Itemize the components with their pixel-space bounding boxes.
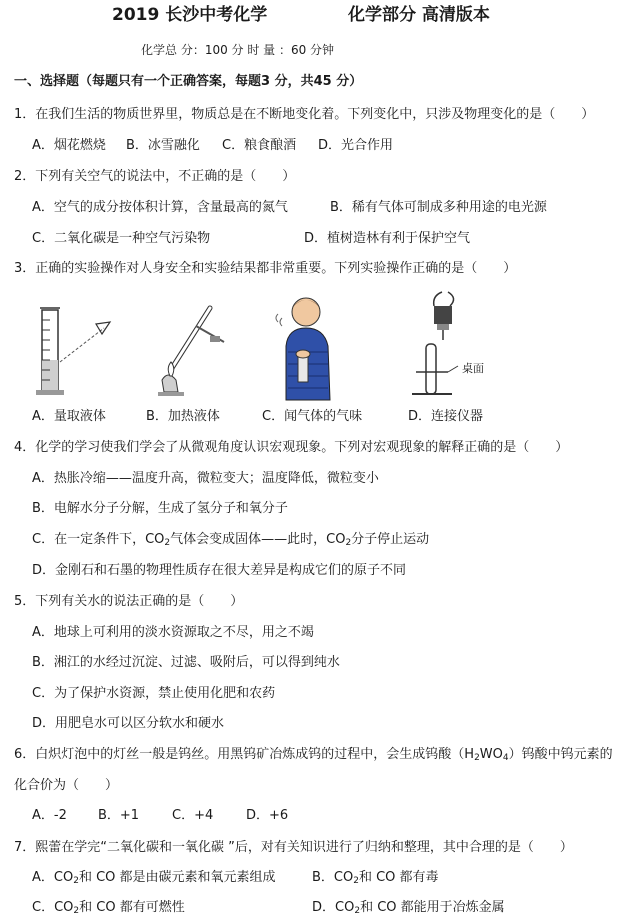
q4-option-c: C．在一定条件下，$CO_2$气体会变成固体——此时，$CO_2$分子停止运动 (32, 532, 430, 548)
q1-option-d: D．光合作用 (318, 138, 394, 153)
q2-option-c: C．二氧化碳是一种空气污染物 (32, 231, 211, 246)
q7-option-c: C．$CO_2$和 CO 都有可燃性 (32, 900, 185, 916)
q6-option-d: D．+6 (246, 808, 289, 823)
q5-stem: 5．下列有关水的说法正确的是（ ） (14, 594, 244, 609)
title-left: 2019 长沙中考化学 (112, 5, 268, 25)
q6-stem-line2: 化合价为（ ） (14, 778, 119, 793)
person-smelling-gas-figure (272, 292, 344, 402)
q6-option-a: A．-2 (32, 808, 67, 823)
q4-option-b: B．电解水分子分解，生成了氢分子和氧分子 (32, 501, 288, 516)
test-tube-heating-figure (150, 296, 230, 400)
q2-option-a: A．空气的成分按体积计算，含量最高的氮气 (32, 200, 288, 215)
q1-option-a: A．烟花燃烧 (32, 138, 106, 153)
q7-stem: 7．熙蕾在学完“二氧化碳和一氧化碳 ”后，对有关知识进行了归纳和整理，其中合理的是（ ） (14, 840, 573, 855)
q3-option-d: D．连接仪器 (408, 409, 484, 424)
exam-info: 化学总 分：100 分 时 量 ：60 分钟 (141, 43, 335, 57)
q7-option-d: D．$CO_2$和 CO 都能用于冶炼金属 (312, 900, 505, 916)
q4-option-a: A．热胀冷缩——温度升高，微粒变大；温度降低，微粒变小 (32, 471, 379, 486)
section-heading: 一、选择题（每题只有一个正确答案，每题3 分，共45 分） (14, 74, 363, 89)
q7-option-a: A．$CO_2$和 CO 都是由碳元素和氧元素组成 (32, 870, 276, 886)
q2-option-d: D．植树造林有利于保护空气 (304, 231, 471, 246)
connecting-apparatus-figure (404, 288, 488, 400)
table-surface-label: 桌面 (462, 362, 484, 375)
q2-option-b: B．稀有气体可制成多种用途的电光源 (330, 200, 547, 215)
q7-option-b: B．$CO_2$和 CO 都有毒 (312, 870, 439, 886)
q3-option-a: A．量取液体 (32, 409, 106, 424)
q3-option-b: B．加热液体 (146, 409, 220, 424)
q1-option-c: C．粮食酿酒 (222, 138, 297, 153)
q2-stem: 2．下列有关空气的说法中，不正确的是（ ） (14, 169, 296, 184)
title-right: 化学部分 高清版本 (348, 5, 490, 25)
q4-option-d: D．金刚石和石墨的物理性质存在很大差异是构成它们的原子不同 (32, 563, 407, 578)
q5-option-b: B．湘江的水经过沉淀、过滤、吸附后，可以得到纯水 (32, 655, 340, 670)
q6-stem: 6．白炽灯泡中的灯丝一般是钨丝。用黑钨矿冶炼成钨的过程中，会生成钨酸$(H_2WO_4)$钨酸中钨元素的 (14, 747, 613, 763)
q4-stem: 4．化学的学习使我们学会了从微观角度认识宏观现象。下列对宏观现象的解释正确的是（ ） (14, 440, 569, 455)
q5-option-a: A．地球上可利用的淡水资源取之不尽，用之不竭 (32, 625, 314, 640)
q3-option-c: C．闻气体的气味 (262, 409, 363, 424)
q6-option-b: B．+1 (98, 808, 140, 823)
q6-option-c: C．+4 (172, 808, 214, 823)
q5-option-c: C．为了保护水资源，禁止使用化肥和农药 (32, 686, 276, 701)
q1-option-b: B．冰雪融化 (126, 138, 200, 153)
q5-option-d: D．用肥皂水可以区分软水和硬水 (32, 716, 225, 731)
q1-stem: 1．在我们生活的物质世界里，物质总是在不断地变化着。下列变化中，只涉及物理变化的是（ ） (14, 107, 595, 122)
graduated-cylinder-figure (32, 300, 122, 400)
q3-stem: 3．正确的实验操作对人身安全和实验结果都非常重要。下列实验操作正确的是（ ） (14, 261, 517, 276)
